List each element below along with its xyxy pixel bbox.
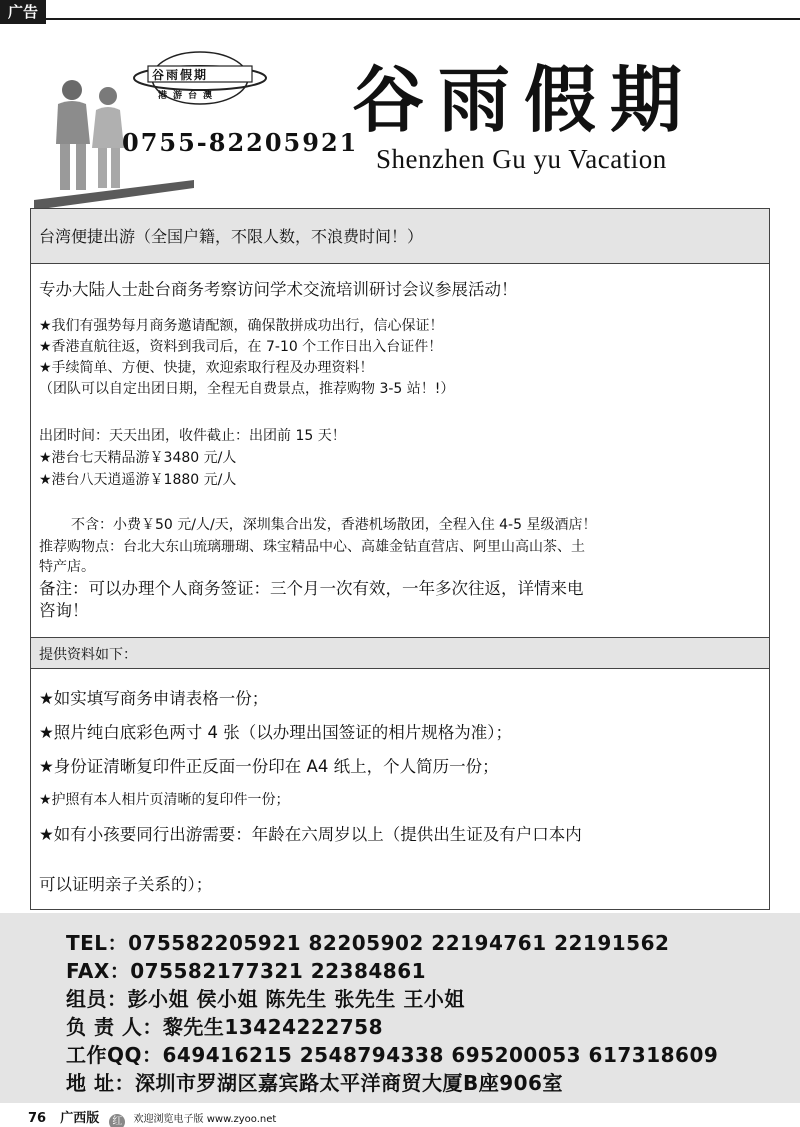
feature-point: ★手续简单、方便、快捷，欢迎索取行程及办理资料！ bbox=[39, 360, 374, 376]
requirement-item: ★如有小孩要同行出游需要：年龄在六周岁以上（提供出生证及有户口本内 bbox=[39, 825, 582, 844]
company-logo bbox=[130, 48, 270, 108]
logo-tagline: 港游台澳 bbox=[158, 91, 219, 101]
contact-staff bbox=[66, 983, 465, 1012]
address-label: 地 址： bbox=[66, 1071, 135, 1095]
header-phone: 0755-82205921 bbox=[122, 128, 359, 157]
ad-tag: 广告 bbox=[0, 0, 46, 24]
note-line: 咨询！ bbox=[39, 601, 89, 620]
magazine-edition: 广西版 bbox=[60, 1111, 100, 1126]
shopping-line: 特产店。 bbox=[39, 559, 95, 575]
tel-label: TEL： bbox=[66, 931, 129, 955]
address-text: 深圳市罗湖区嘉宾路太平洋商贸大厦B座906室 bbox=[134, 1071, 563, 1095]
note-line: 备注：可以办理个人商务签证：三个月一次有效，一年多次往返，详情来电 bbox=[39, 579, 584, 598]
section-heading-band bbox=[31, 637, 769, 669]
schedule-line: 出团时间：天天出团，收件截止：出团前 15 天！ bbox=[39, 428, 346, 444]
qq-label: 工作QQ： bbox=[66, 1043, 163, 1067]
feature-point: ★香港直航往返，资料到我司后，在 7-10 个工作日出入台证件！ bbox=[39, 339, 443, 355]
excludes-line: 不含：小费￥50 元/人/天，深圳集合出发，香港机场散团，全程入住 4-5 星级酒店！ bbox=[71, 517, 597, 533]
brand-name-cn: 谷雨假期 bbox=[352, 57, 697, 142]
qq-numbers: 649416215 2548794338 695200053 617318609 bbox=[162, 1043, 719, 1067]
requirement-item: ★照片纯白底彩色两寸 4 张（以办理出国签证的相片规格为准）； bbox=[39, 723, 513, 742]
page-number: 76 bbox=[28, 1111, 47, 1126]
section-heading: 提供资料如下： bbox=[39, 647, 137, 663]
requirement-item: 可以证明亲子关系的）； bbox=[39, 875, 213, 894]
staff-names: 彭小姐 侯小姐 陈先生 张先生 王小姐 bbox=[127, 987, 465, 1011]
tour-price: ★港台八天逍遥游￥1880 元/人 bbox=[39, 472, 237, 488]
contact-tel bbox=[66, 927, 669, 956]
contact-panel bbox=[0, 913, 800, 1103]
fax-numbers: 075582177321 22384861 bbox=[130, 959, 427, 983]
feature-point: ★我们有强势每月商务邀请配额，确保散拼成功出行，信心保证！ bbox=[39, 318, 444, 334]
website-link[interactable]: 欢迎浏览电子版 www.zyoo.net bbox=[133, 1114, 277, 1125]
tel-numbers: 075582205921 82205902 22194761 22191562 bbox=[128, 931, 670, 955]
logo-name: 谷雨假期 bbox=[152, 68, 209, 82]
brand-name-en: Shenzhen Gu yu Vacation bbox=[376, 144, 667, 174]
section-heading: 台湾便捷出游（全国户籍，不限人数，不浪费时间！） bbox=[39, 227, 424, 246]
tour-price: ★港台七天精品游￥3480 元/人 bbox=[39, 450, 237, 466]
requirement-item: ★如实填写商务申请表格一份； bbox=[39, 689, 269, 708]
circle-mark-icon: 红 bbox=[109, 1114, 125, 1127]
top-rule bbox=[46, 18, 800, 20]
requirement-item: ★护照有本人相片页清晰的复印件一份； bbox=[39, 792, 290, 808]
contact-fax bbox=[66, 955, 426, 984]
requirement-item: ★身份证清晰复印件正反面一份印在 A4 纸上，个人简历一份； bbox=[39, 757, 499, 776]
manager-label: 负 责 人： bbox=[66, 1015, 163, 1039]
contact-manager bbox=[66, 1011, 383, 1040]
intro-line: 专办大陆人士赴台商务考察访问学术交流培训研讨会议参展活动！ bbox=[39, 280, 518, 299]
info-box bbox=[30, 208, 770, 910]
page-footer bbox=[28, 1107, 276, 1127]
manager-name: 黎先生13424222758 bbox=[162, 1015, 384, 1039]
feature-point: （团队可以自定出团日期，全程无自费景点，推荐购物 3-5 站！!） bbox=[39, 381, 455, 397]
contact-address bbox=[66, 1067, 563, 1096]
fax-label: FAX： bbox=[66, 959, 131, 983]
contact-qq bbox=[66, 1039, 718, 1068]
shopping-line: 推荐购物点：台北大东山琉璃珊瑚、珠宝精品中心、高雄金钻直营店、阿里山高山茶、土 bbox=[39, 539, 585, 555]
staff-label: 组员： bbox=[66, 987, 128, 1011]
section-heading-band bbox=[31, 209, 769, 264]
